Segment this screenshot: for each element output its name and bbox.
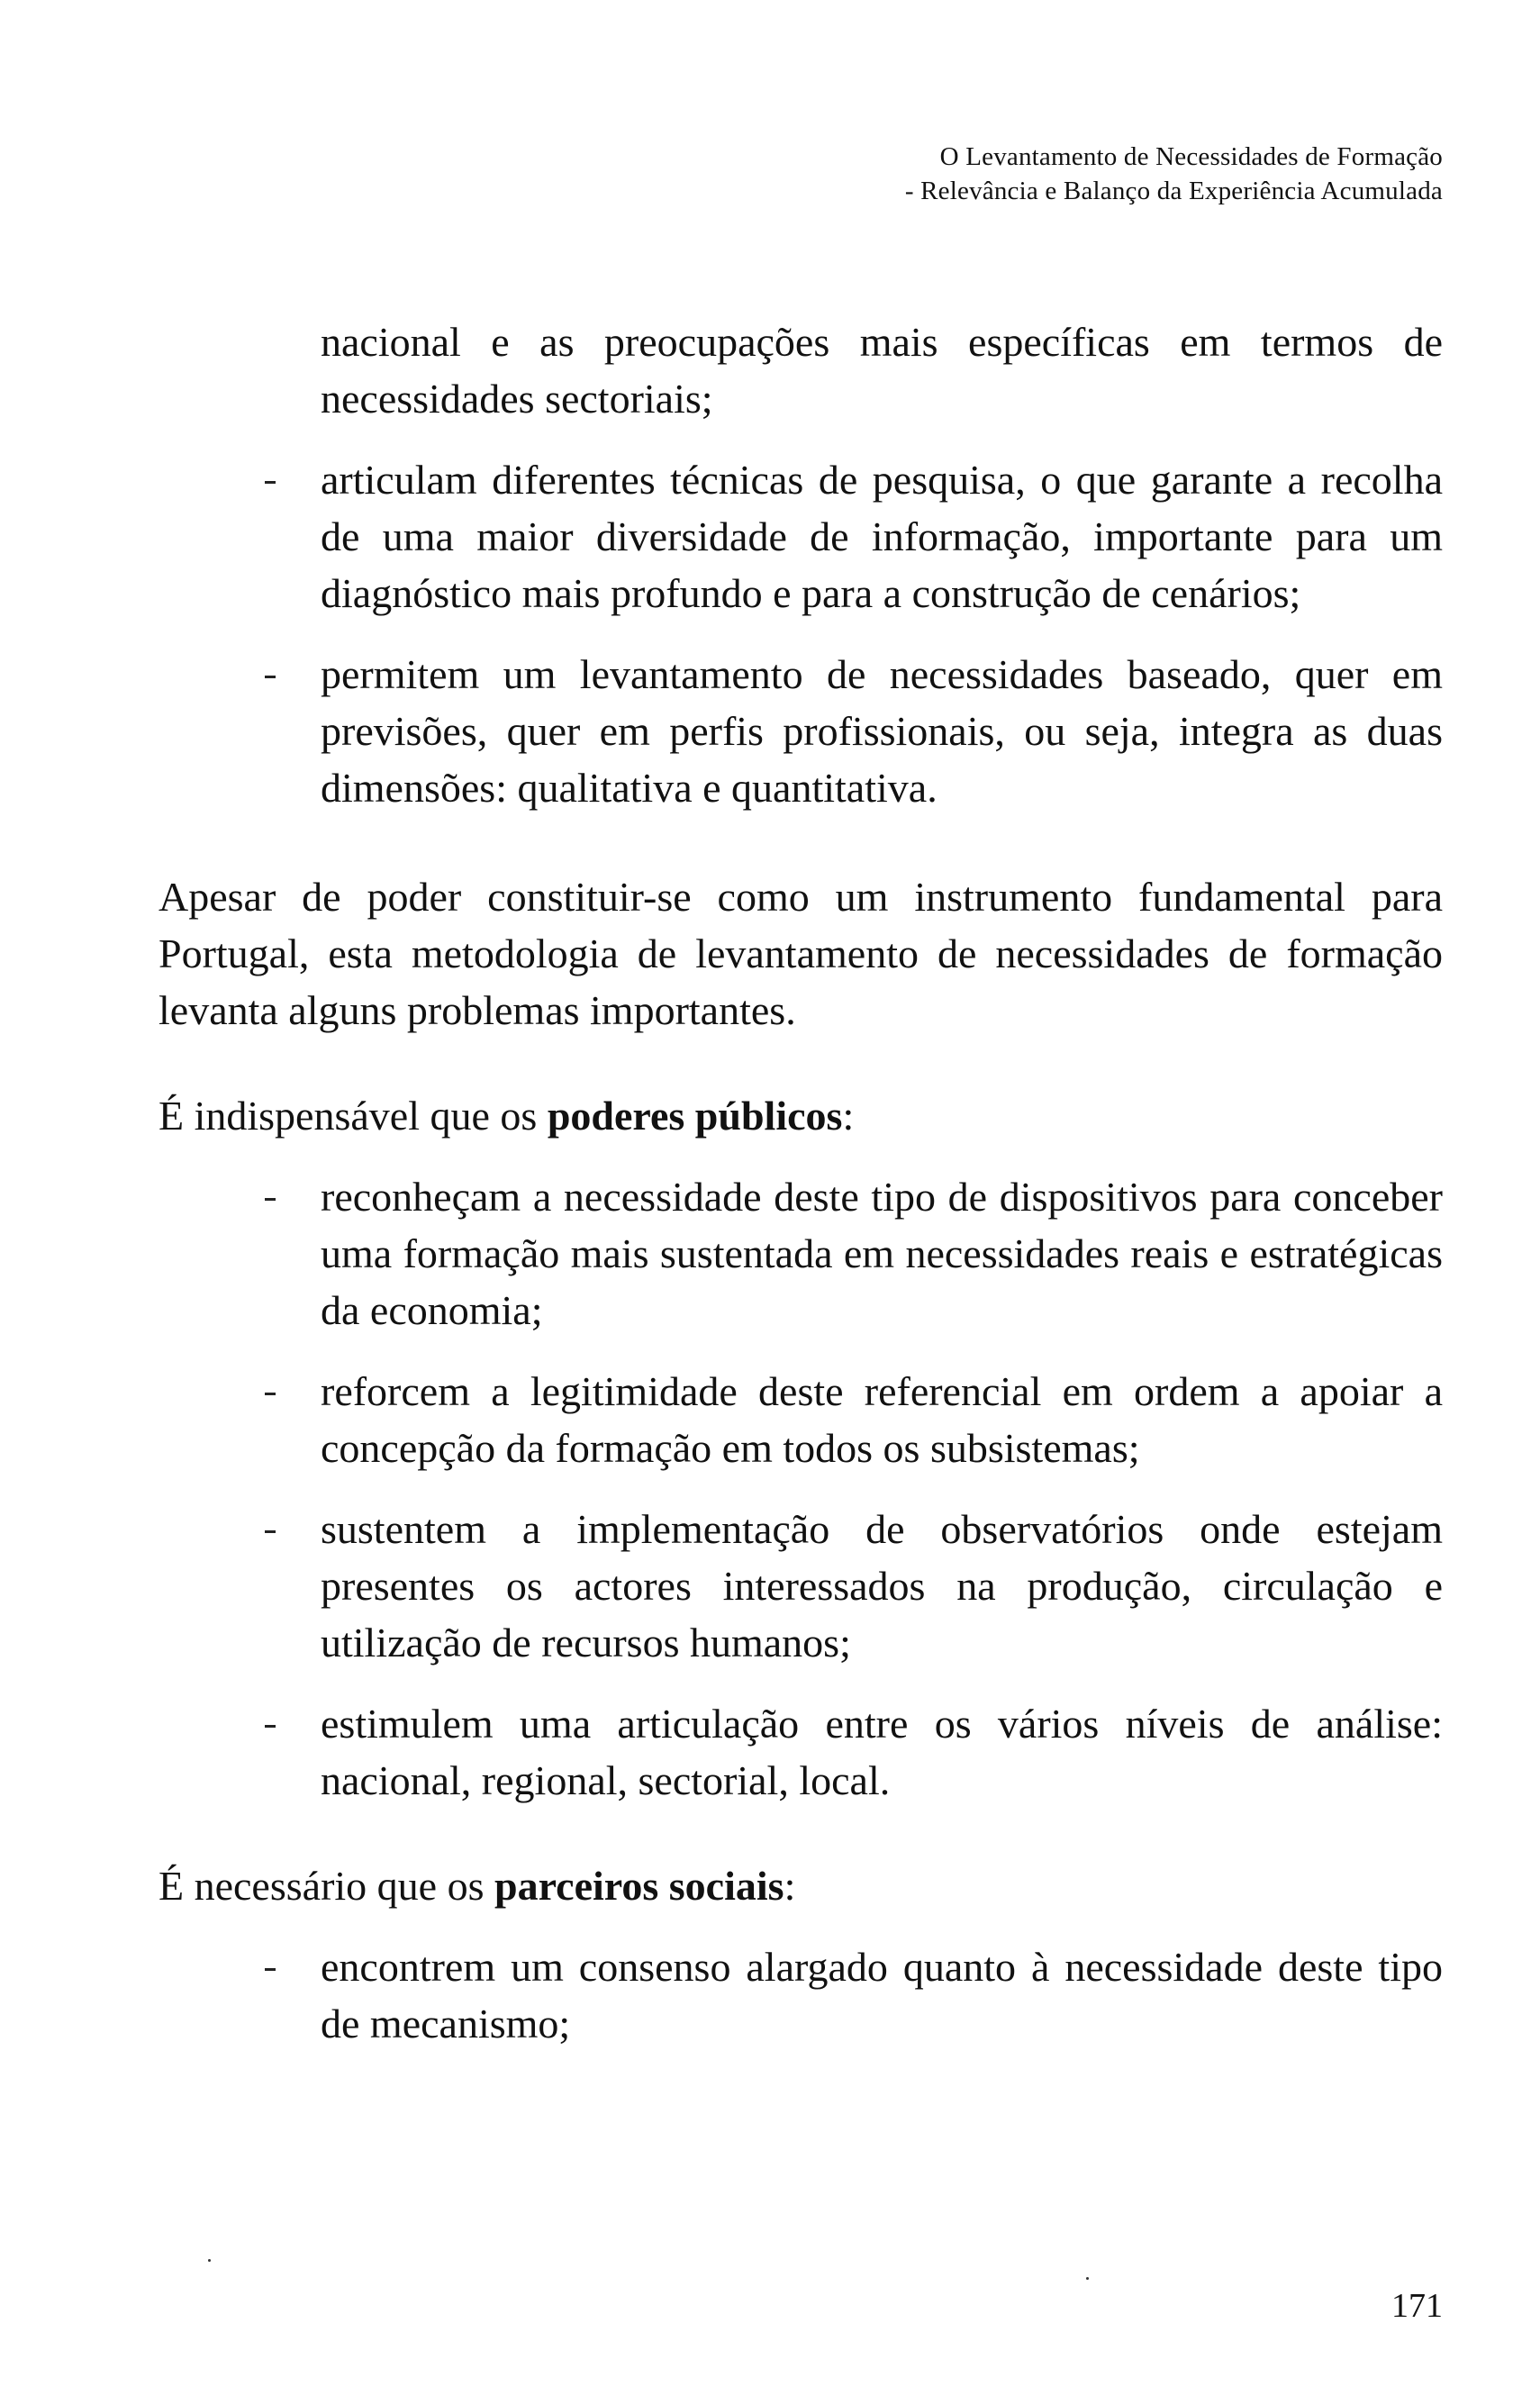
- running-header-line-1: O Levantamento de Necessidades de Formação: [939, 142, 1443, 171]
- list-item: [159, 1168, 1443, 1339]
- list-item: [159, 1695, 1443, 1809]
- list-item-text: sustentem a implementação de observatórios onde estejam presentes os actores interessados na produção, circulação e utilização de recursos humanos;: [321, 1506, 1443, 1665]
- section-keyword: poderes públicos: [547, 1093, 843, 1139]
- section-tail: :: [842, 1093, 855, 1139]
- list-item-text: permitem um levantamento de necessidades baseado, quer em previsões, quer em perfis profissionais, ou seja, integra as duas dimensões: qualitativa e quantitativa.: [321, 651, 1443, 811]
- list-item: [159, 1938, 1443, 2052]
- section-heading-social-partners: [159, 1857, 1443, 1914]
- paragraph-methodology: Apesar de poder constituir-se como um instrumento fundamental para Portugal, esta metodologia de levantamento de necessidades de formação levanta alguns problemas importantes.: [159, 874, 1443, 1033]
- section-intro: É necessário que os: [159, 1863, 494, 1909]
- characteristics-list: [159, 451, 1443, 816]
- section-keyword: parceiros sociais: [494, 1863, 784, 1909]
- page-body: [159, 313, 1443, 2052]
- running-header: [905, 140, 1443, 208]
- public-powers-list: [159, 1168, 1443, 1809]
- list-item-text: reforcem a legitimidade deste referencial em ordem a apoiar a concepção da formação em todos os subsistemas;: [321, 1368, 1443, 1471]
- scan-speck: [1086, 2277, 1089, 2280]
- section-tail: :: [784, 1863, 796, 1909]
- list-item: [159, 646, 1443, 816]
- section-heading-public-powers: [159, 1087, 1443, 1144]
- page-number: 171: [1391, 2287, 1443, 2325]
- list-item: [159, 1501, 1443, 1671]
- list-item-text: estimulem uma articulação entre os vários níveis de análise: nacional, regional, sectorial, local.: [321, 1701, 1443, 1803]
- section-intro: É indispensável que os: [159, 1093, 548, 1139]
- list-item-text: encontrem um consenso alargado quanto à necessidade deste tipo de mecanismo;: [321, 1944, 1443, 2047]
- social-partners-list: [159, 1938, 1443, 2052]
- list-item: [159, 451, 1443, 622]
- list-item-text: reconheçam a necessidade deste tipo de dispositivos para conceber uma formação mais sustentada em necessidades reais e estratégicas da economia;: [321, 1174, 1443, 1333]
- running-header-line-2: - Relevância e Balanço da Experiência Acumulada: [904, 177, 1443, 205]
- scan-speck: [208, 2259, 211, 2262]
- list-item-text: articulam diferentes técnicas de pesquisa, o que garante a recolha de uma maior diversidade de informação, importante para um diagnóstico mais profundo e para a construção de cenários;: [321, 457, 1443, 616]
- list-item: [159, 1363, 1443, 1476]
- continuation-text: nacional e as preocupações mais específicas em termos de necessidades sectoriais;: [321, 319, 1443, 422]
- list-item-continuation: [159, 313, 1443, 427]
